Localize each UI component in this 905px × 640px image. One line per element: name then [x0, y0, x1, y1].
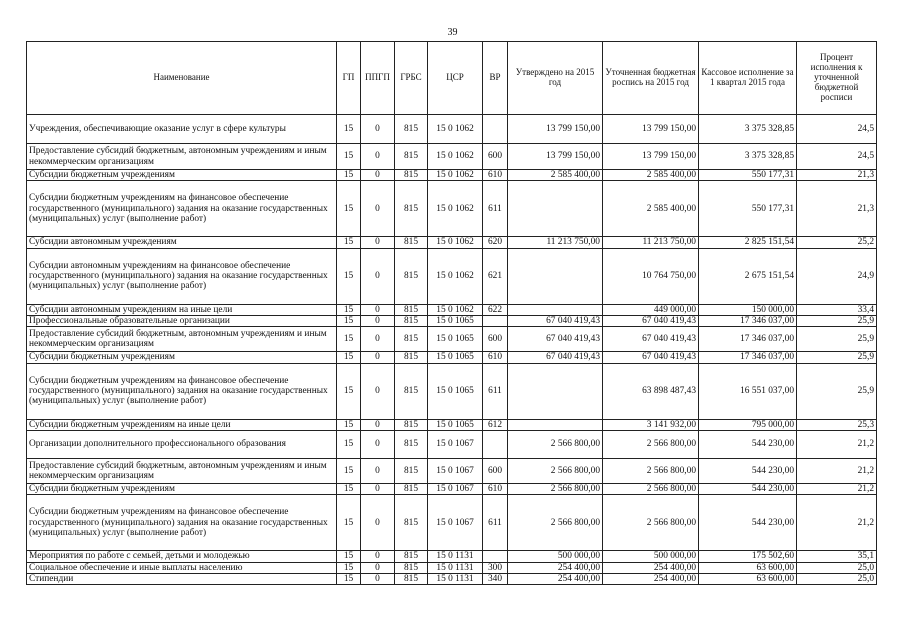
cell-ppgp: 0 — [361, 237, 395, 248]
cell-name: Субсидии бюджетным учреждениям на финансовое обеспечение государственного (муниципального) задания на оказание государственных (муниципальных) услуг (выполнение работ) — [27, 181, 337, 237]
cell-ppgp: 0 — [361, 352, 395, 363]
cell-grbs: 815 — [395, 431, 428, 459]
cell-percent: 21,2 — [797, 459, 877, 484]
cell-approved — [508, 363, 603, 419]
cell-grbs: 815 — [395, 170, 428, 181]
table-row — [27, 237, 877, 248]
table-row — [27, 316, 877, 327]
table-row — [27, 562, 877, 573]
cell-name: Субсидии бюджетным учреждениям — [27, 484, 337, 495]
column-header-cash: Кассовое исполнение за 1 квартал 2015 года — [699, 42, 797, 115]
table-row — [27, 484, 877, 495]
cell-grbs: 815 — [395, 495, 428, 551]
cell-grbs: 815 — [395, 551, 428, 562]
cell-refined: 254 400,00 — [603, 574, 699, 585]
cell-cash: 544 230,00 — [699, 484, 797, 495]
cell-name: Предоставление субсидий бюджетным, автономным учреждениям и иным некоммерческим организациям — [27, 327, 337, 352]
cell-refined: 254 400,00 — [603, 562, 699, 573]
cell-percent: 25,9 — [797, 352, 877, 363]
cell-percent: 21,3 — [797, 170, 877, 181]
cell-name: Субсидии бюджетным учреждениям — [27, 170, 337, 181]
column-header-approved: Утверждено на 2015 год — [508, 42, 603, 115]
cell-gp: 15 — [337, 352, 361, 363]
table-row — [27, 304, 877, 315]
table-body — [27, 115, 877, 585]
cell-gp: 15 — [337, 495, 361, 551]
cell-percent: 24,9 — [797, 248, 877, 304]
table-row — [27, 248, 877, 304]
cell-gp: 15 — [337, 316, 361, 327]
cell-csr: 15 0 1065 — [428, 327, 483, 352]
cell-grbs: 815 — [395, 352, 428, 363]
cell-cash: 175 502,60 — [699, 551, 797, 562]
table-row — [27, 363, 877, 419]
cell-name: Профессиональные образовательные организации — [27, 316, 337, 327]
cell-grbs: 815 — [395, 574, 428, 585]
cell-ppgp: 0 — [361, 551, 395, 562]
cell-refined: 3 141 932,00 — [603, 419, 699, 430]
cell-gp: 15 — [337, 304, 361, 315]
cell-approved: 500 000,00 — [508, 551, 603, 562]
cell-name: Предоставление субсидий бюджетным, автономным учреждениям и иным некоммерческим организациям — [27, 144, 337, 170]
cell-vr — [483, 316, 508, 327]
cell-csr: 15 0 1065 — [428, 419, 483, 430]
cell-refined: 10 764 750,00 — [603, 248, 699, 304]
cell-gp: 15 — [337, 363, 361, 419]
table-row — [27, 144, 877, 170]
cell-percent: 25,0 — [797, 574, 877, 585]
cell-gp: 15 — [337, 551, 361, 562]
cell-ppgp: 0 — [361, 495, 395, 551]
cell-vr: 611 — [483, 363, 508, 419]
cell-refined: 67 040 419,43 — [603, 316, 699, 327]
cell-csr: 15 0 1067 — [428, 431, 483, 459]
cell-ppgp: 0 — [361, 170, 395, 181]
cell-cash: 544 230,00 — [699, 495, 797, 551]
cell-cash: 2 825 151,54 — [699, 237, 797, 248]
cell-grbs: 815 — [395, 327, 428, 352]
cell-cash: 3 375 328,85 — [699, 144, 797, 170]
cell-gp: 15 — [337, 484, 361, 495]
cell-gp: 15 — [337, 419, 361, 430]
cell-ppgp: 0 — [361, 363, 395, 419]
cell-grbs: 815 — [395, 115, 428, 144]
cell-vr — [483, 551, 508, 562]
column-header-percent: Процент исполнения к уточненной бюджетной росписи — [797, 42, 877, 115]
cell-percent: 21,2 — [797, 484, 877, 495]
cell-approved: 67 040 419,43 — [508, 352, 603, 363]
cell-csr: 15 0 1067 — [428, 495, 483, 551]
cell-percent: 25,0 — [797, 562, 877, 573]
cell-percent: 21,2 — [797, 431, 877, 459]
cell-gp: 15 — [337, 327, 361, 352]
cell-percent: 25,9 — [797, 316, 877, 327]
cell-approved: 67 040 419,43 — [508, 316, 603, 327]
cell-refined: 2 566 800,00 — [603, 431, 699, 459]
cell-csr: 15 0 1062 — [428, 170, 483, 181]
cell-ppgp: 0 — [361, 574, 395, 585]
cell-name: Субсидии автономным учреждениям на финансовое обеспечение государственного (муниципального) задания на оказание государственных (муниципальных) услуг (выполнение работ) — [27, 248, 337, 304]
cell-refined: 13 799 150,00 — [603, 115, 699, 144]
cell-refined: 500 000,00 — [603, 551, 699, 562]
cell-cash: 550 177,31 — [699, 181, 797, 237]
table-row — [27, 327, 877, 352]
cell-name: Предоставление субсидий бюджетным, автономным учреждениям и иным некоммерческим организациям — [27, 459, 337, 484]
table-row — [27, 551, 877, 562]
cell-percent: 21,3 — [797, 181, 877, 237]
cell-csr: 15 0 1062 — [428, 304, 483, 315]
cell-refined: 2 566 800,00 — [603, 484, 699, 495]
cell-name: Субсидии автономным учреждениям на иные цели — [27, 304, 337, 315]
cell-cash: 544 230,00 — [699, 431, 797, 459]
cell-ppgp: 0 — [361, 419, 395, 430]
cell-gp: 15 — [337, 181, 361, 237]
cell-grbs: 815 — [395, 144, 428, 170]
cell-percent: 21,2 — [797, 495, 877, 551]
cell-name: Мероприятия по работе с семьей, детьми и молодежью — [27, 551, 337, 562]
cell-name: Субсидии бюджетным учреждениям — [27, 352, 337, 363]
cell-name: Субсидии автономным учреждениям — [27, 237, 337, 248]
cell-cash: 2 675 151,54 — [699, 248, 797, 304]
cell-name: Субсидии бюджетным учреждениям на финансовое обеспечение государственного (муниципального) задания на оказание государственных (муниципальных) услуг (выполнение работ) — [27, 495, 337, 551]
cell-ppgp: 0 — [361, 144, 395, 170]
cell-refined: 13 799 150,00 — [603, 144, 699, 170]
cell-name: Учреждения, обеспечивающие оказание услуг в сфере культуры — [27, 115, 337, 144]
cell-cash: 17 346 037,00 — [699, 327, 797, 352]
cell-csr: 15 0 1067 — [428, 459, 483, 484]
cell-grbs: 815 — [395, 237, 428, 248]
cell-cash: 17 346 037,00 — [699, 316, 797, 327]
cell-percent: 33,4 — [797, 304, 877, 315]
cell-approved: 67 040 419,43 — [508, 327, 603, 352]
cell-percent: 25,2 — [797, 237, 877, 248]
cell-vr: 622 — [483, 304, 508, 315]
cell-gp: 15 — [337, 574, 361, 585]
table-row — [27, 170, 877, 181]
cell-csr: 15 0 1065 — [428, 352, 483, 363]
cell-ppgp: 0 — [361, 562, 395, 573]
cell-gp: 15 — [337, 144, 361, 170]
cell-percent: 25,9 — [797, 327, 877, 352]
cell-approved: 11 213 750,00 — [508, 237, 603, 248]
cell-cash: 63 600,00 — [699, 574, 797, 585]
cell-vr: 300 — [483, 562, 508, 573]
cell-vr: 340 — [483, 574, 508, 585]
cell-name: Субсидии бюджетным учреждениям на финансовое обеспечение государственного (муниципального) задания на оказание государственных (муниципальных) услуг (выполнение работ) — [27, 363, 337, 419]
table-row — [27, 181, 877, 237]
cell-cash: 544 230,00 — [699, 459, 797, 484]
cell-percent: 24,5 — [797, 115, 877, 144]
cell-ppgp: 0 — [361, 459, 395, 484]
cell-cash: 16 551 037,00 — [699, 363, 797, 419]
cell-refined: 67 040 419,43 — [603, 327, 699, 352]
cell-percent: 25,9 — [797, 363, 877, 419]
cell-csr: 15 0 1062 — [428, 144, 483, 170]
cell-gp: 15 — [337, 248, 361, 304]
cell-ppgp: 0 — [361, 115, 395, 144]
column-header-ppgp: ППГП — [361, 42, 395, 115]
cell-ppgp: 0 — [361, 431, 395, 459]
cell-vr: 610 — [483, 352, 508, 363]
table-row — [27, 574, 877, 585]
cell-name: Стипендии — [27, 574, 337, 585]
cell-grbs: 815 — [395, 562, 428, 573]
cell-vr: 600 — [483, 459, 508, 484]
cell-approved: 254 400,00 — [508, 574, 603, 585]
cell-gp: 15 — [337, 562, 361, 573]
cell-grbs: 815 — [395, 459, 428, 484]
column-header-vr: ВР — [483, 42, 508, 115]
cell-vr — [483, 431, 508, 459]
cell-approved: 2 566 800,00 — [508, 431, 603, 459]
cell-grbs: 815 — [395, 484, 428, 495]
cell-vr: 610 — [483, 484, 508, 495]
cell-name: Субсидии бюджетным учреждениям на иные цели — [27, 419, 337, 430]
cell-refined: 63 898 487,43 — [603, 363, 699, 419]
cell-csr: 15 0 1062 — [428, 181, 483, 237]
cell-ppgp: 0 — [361, 316, 395, 327]
cell-grbs: 815 — [395, 181, 428, 237]
cell-cash: 150 000,00 — [699, 304, 797, 315]
column-header-grbs: ГРБС — [395, 42, 428, 115]
cell-ppgp: 0 — [361, 181, 395, 237]
cell-grbs: 815 — [395, 419, 428, 430]
cell-percent: 24,5 — [797, 144, 877, 170]
cell-csr: 15 0 1062 — [428, 115, 483, 144]
cell-name: Организации дополнительного профессионального образования — [27, 431, 337, 459]
cell-vr: 621 — [483, 248, 508, 304]
cell-grbs: 815 — [395, 248, 428, 304]
cell-refined: 2 566 800,00 — [603, 459, 699, 484]
cell-ppgp: 0 — [361, 248, 395, 304]
cell-gp: 15 — [337, 170, 361, 181]
column-header-csr: ЦСР — [428, 42, 483, 115]
cell-approved: 2 566 800,00 — [508, 484, 603, 495]
cell-approved: 2 566 800,00 — [508, 495, 603, 551]
cell-vr: 600 — [483, 144, 508, 170]
cell-vr: 620 — [483, 237, 508, 248]
cell-ppgp: 0 — [361, 484, 395, 495]
cell-vr: 611 — [483, 495, 508, 551]
cell-cash: 3 375 328,85 — [699, 115, 797, 144]
column-header-name: Наименование — [27, 42, 337, 115]
cell-grbs: 815 — [395, 304, 428, 315]
cell-refined: 67 040 419,43 — [603, 352, 699, 363]
cell-csr: 15 0 1067 — [428, 484, 483, 495]
cell-csr: 15 0 1065 — [428, 316, 483, 327]
cell-approved: 254 400,00 — [508, 562, 603, 573]
cell-grbs: 815 — [395, 316, 428, 327]
table-row — [27, 495, 877, 551]
column-header-refined: Уточненная бюджетная роспись на 2015 год — [603, 42, 699, 115]
cell-ppgp: 0 — [361, 304, 395, 315]
cell-csr: 15 0 1131 — [428, 551, 483, 562]
cell-cash: 17 346 037,00 — [699, 352, 797, 363]
cell-gp: 15 — [337, 431, 361, 459]
cell-approved: 13 799 150,00 — [508, 144, 603, 170]
table-row — [27, 115, 877, 144]
table-row — [27, 431, 877, 459]
cell-ppgp: 0 — [361, 327, 395, 352]
column-header-gp: ГП — [337, 42, 361, 115]
cell-vr: 612 — [483, 419, 508, 430]
cell-vr: 611 — [483, 181, 508, 237]
table-row — [27, 419, 877, 430]
cell-refined: 11 213 750,00 — [603, 237, 699, 248]
cell-approved: 2 585 400,00 — [508, 170, 603, 181]
cell-approved — [508, 304, 603, 315]
cell-refined: 2 585 400,00 — [603, 181, 699, 237]
budget-execution-table — [26, 41, 877, 585]
cell-approved: 2 566 800,00 — [508, 459, 603, 484]
cell-csr: 15 0 1062 — [428, 237, 483, 248]
cell-csr: 15 0 1131 — [428, 562, 483, 573]
cell-csr: 15 0 1065 — [428, 363, 483, 419]
cell-refined: 449 000,00 — [603, 304, 699, 315]
cell-cash: 63 600,00 — [699, 562, 797, 573]
cell-approved — [508, 419, 603, 430]
cell-csr: 15 0 1062 — [428, 248, 483, 304]
table-row — [27, 459, 877, 484]
cell-approved — [508, 181, 603, 237]
cell-vr — [483, 115, 508, 144]
table-row — [27, 352, 877, 363]
cell-gp: 15 — [337, 115, 361, 144]
cell-refined: 2 585 400,00 — [603, 170, 699, 181]
cell-name: Социальное обеспечение и иные выплаты населению — [27, 562, 337, 573]
cell-vr: 600 — [483, 327, 508, 352]
cell-gp: 15 — [337, 237, 361, 248]
cell-csr: 15 0 1131 — [428, 574, 483, 585]
cell-approved — [508, 248, 603, 304]
cell-refined: 2 566 800,00 — [603, 495, 699, 551]
table-header-row — [27, 42, 877, 115]
cell-gp: 15 — [337, 459, 361, 484]
cell-percent: 25,3 — [797, 419, 877, 430]
cell-cash: 550 177,31 — [699, 170, 797, 181]
cell-cash: 795 000,00 — [699, 419, 797, 430]
cell-approved: 13 799 150,00 — [508, 115, 603, 144]
page-number: 39 — [447, 27, 458, 38]
cell-grbs: 815 — [395, 363, 428, 419]
cell-percent: 35,1 — [797, 551, 877, 562]
cell-vr: 610 — [483, 170, 508, 181]
